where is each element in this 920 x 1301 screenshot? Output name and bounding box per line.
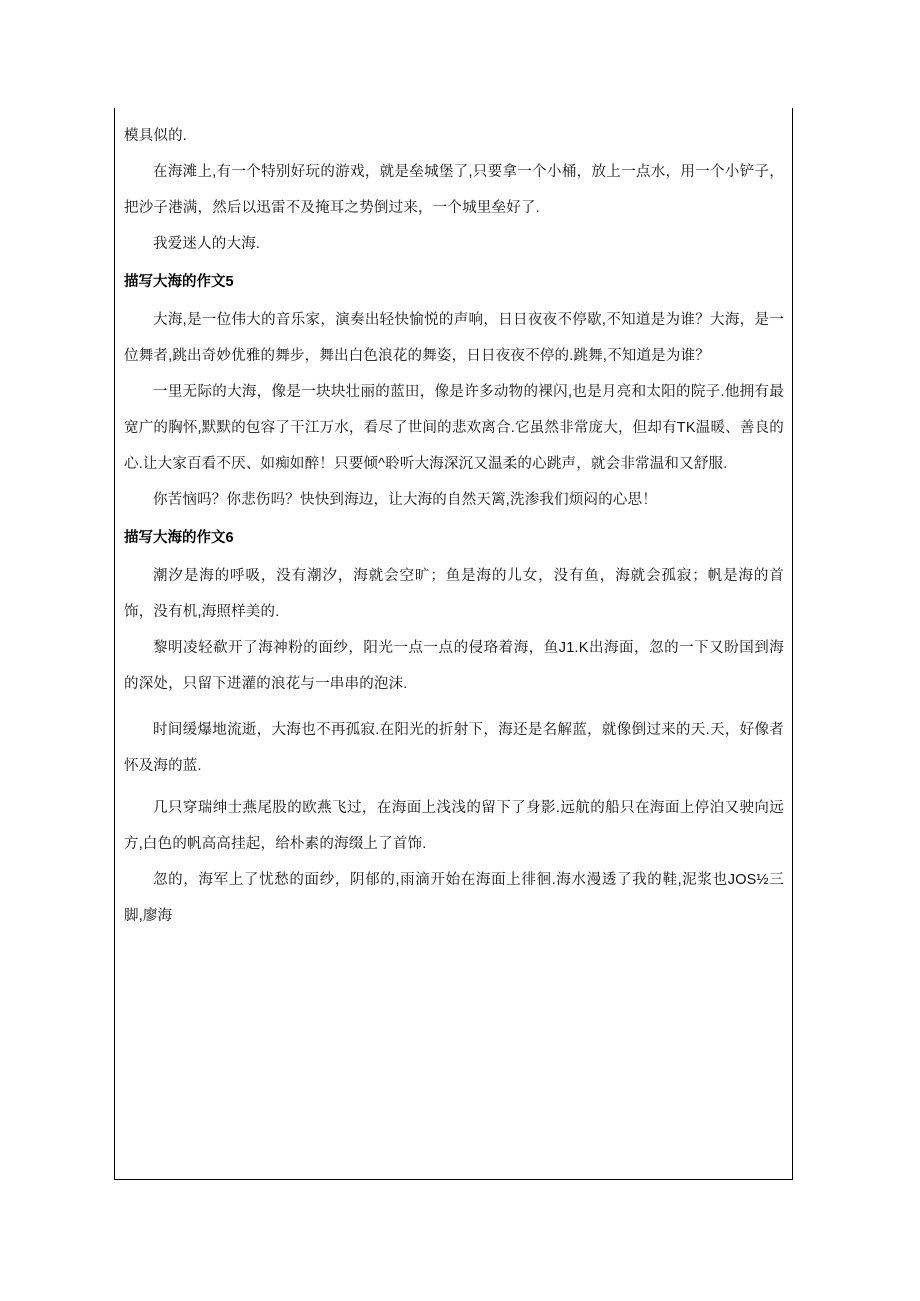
page-border-left (114, 108, 115, 1180)
page-border-right (792, 108, 793, 1180)
document-body (124, 118, 784, 934)
section-heading: 描写大海的作文6 (124, 530, 234, 546)
paragraph-spacer (124, 702, 784, 712)
paragraph: 你苦恼吗？你悲伤吗？快快到海边，让大海的自然天篱,洗渗我们烦闷的心思！ (153, 492, 658, 508)
paragraph: 几只穿瑞绅士燕尾股的欧燕飞过，在海面上浅浅的留下了身影.远航的船只在海面上停泊又驶向远方,白色的帆高高挂起，给朴素的海缀上了首饰. (124, 800, 784, 852)
paragraph: 潮汐是海的呼吸，没有潮汐，海就会空旷；鱼是海的儿女，没有鱼，海就会孤寂；帆是海的首饰，没有机,海照样美的. (124, 568, 784, 620)
paragraph: 我爱迷人的大海. (153, 236, 261, 252)
paragraph: 模具似的. (124, 128, 188, 144)
paragraph: 时间缓爆地流逝，大海也不再孤寂.在阳光的折射下，海还是名解蓝，就像倒过来的天.天，好像者怀及海的蓝. (124, 722, 784, 774)
page-border-bottom (114, 1179, 793, 1180)
paragraph: 大海,是一位伟大的音乐家，演奏出轻快愉悦的声响，日日夜夜不停歇,不知道是为谁？大海，是一位舞者,跳出奇妙优雅的舞步，舞出白色浪花的舞姿，日日夜夜不停的.跳舞,不知道是为谁？ (124, 312, 784, 364)
section-heading: 描写大海的作文5 (124, 274, 234, 290)
paragraph: 黎明凌轻欷开了海神粉的面纱，阳光一点一点的侵珞着海，鱼J1.K出海面，忽的一下又盼国到海的深处，只留下进灌的浪花与一串串的泡沫. (124, 640, 784, 692)
paragraph: 在海滩上,有一个特别好玩的游戏，就是垒城堡了,只要拿一个小桶，放上一点水，用一个小铲子，把沙子港满，然后以迅雷不及掩耳之势倒过来，一个城里垒好了. (124, 164, 784, 216)
paragraph: 忽的，海军上了忧愁的面纱，阴郁的,雨滴开始在海面上徘徊.海水漫透了我的鞋,泥浆也JOS½三脚,廖海 (124, 872, 784, 924)
paragraph: 一里无际的大海，像是一块块壮丽的蓝田，像是许多动物的裸闪,也是月亮和太阳的院子.他拥有最宽广的胸怀,默默的包容了干江万水，看尽了世间的悲欢离合.它虽然非常庞大，但却有TK温暖、善良的心.让大家百看不厌、如痴如醉！只要倾^聆听大海深沉又温柔的心跳声，就会非常温和又舒服. (124, 384, 784, 472)
